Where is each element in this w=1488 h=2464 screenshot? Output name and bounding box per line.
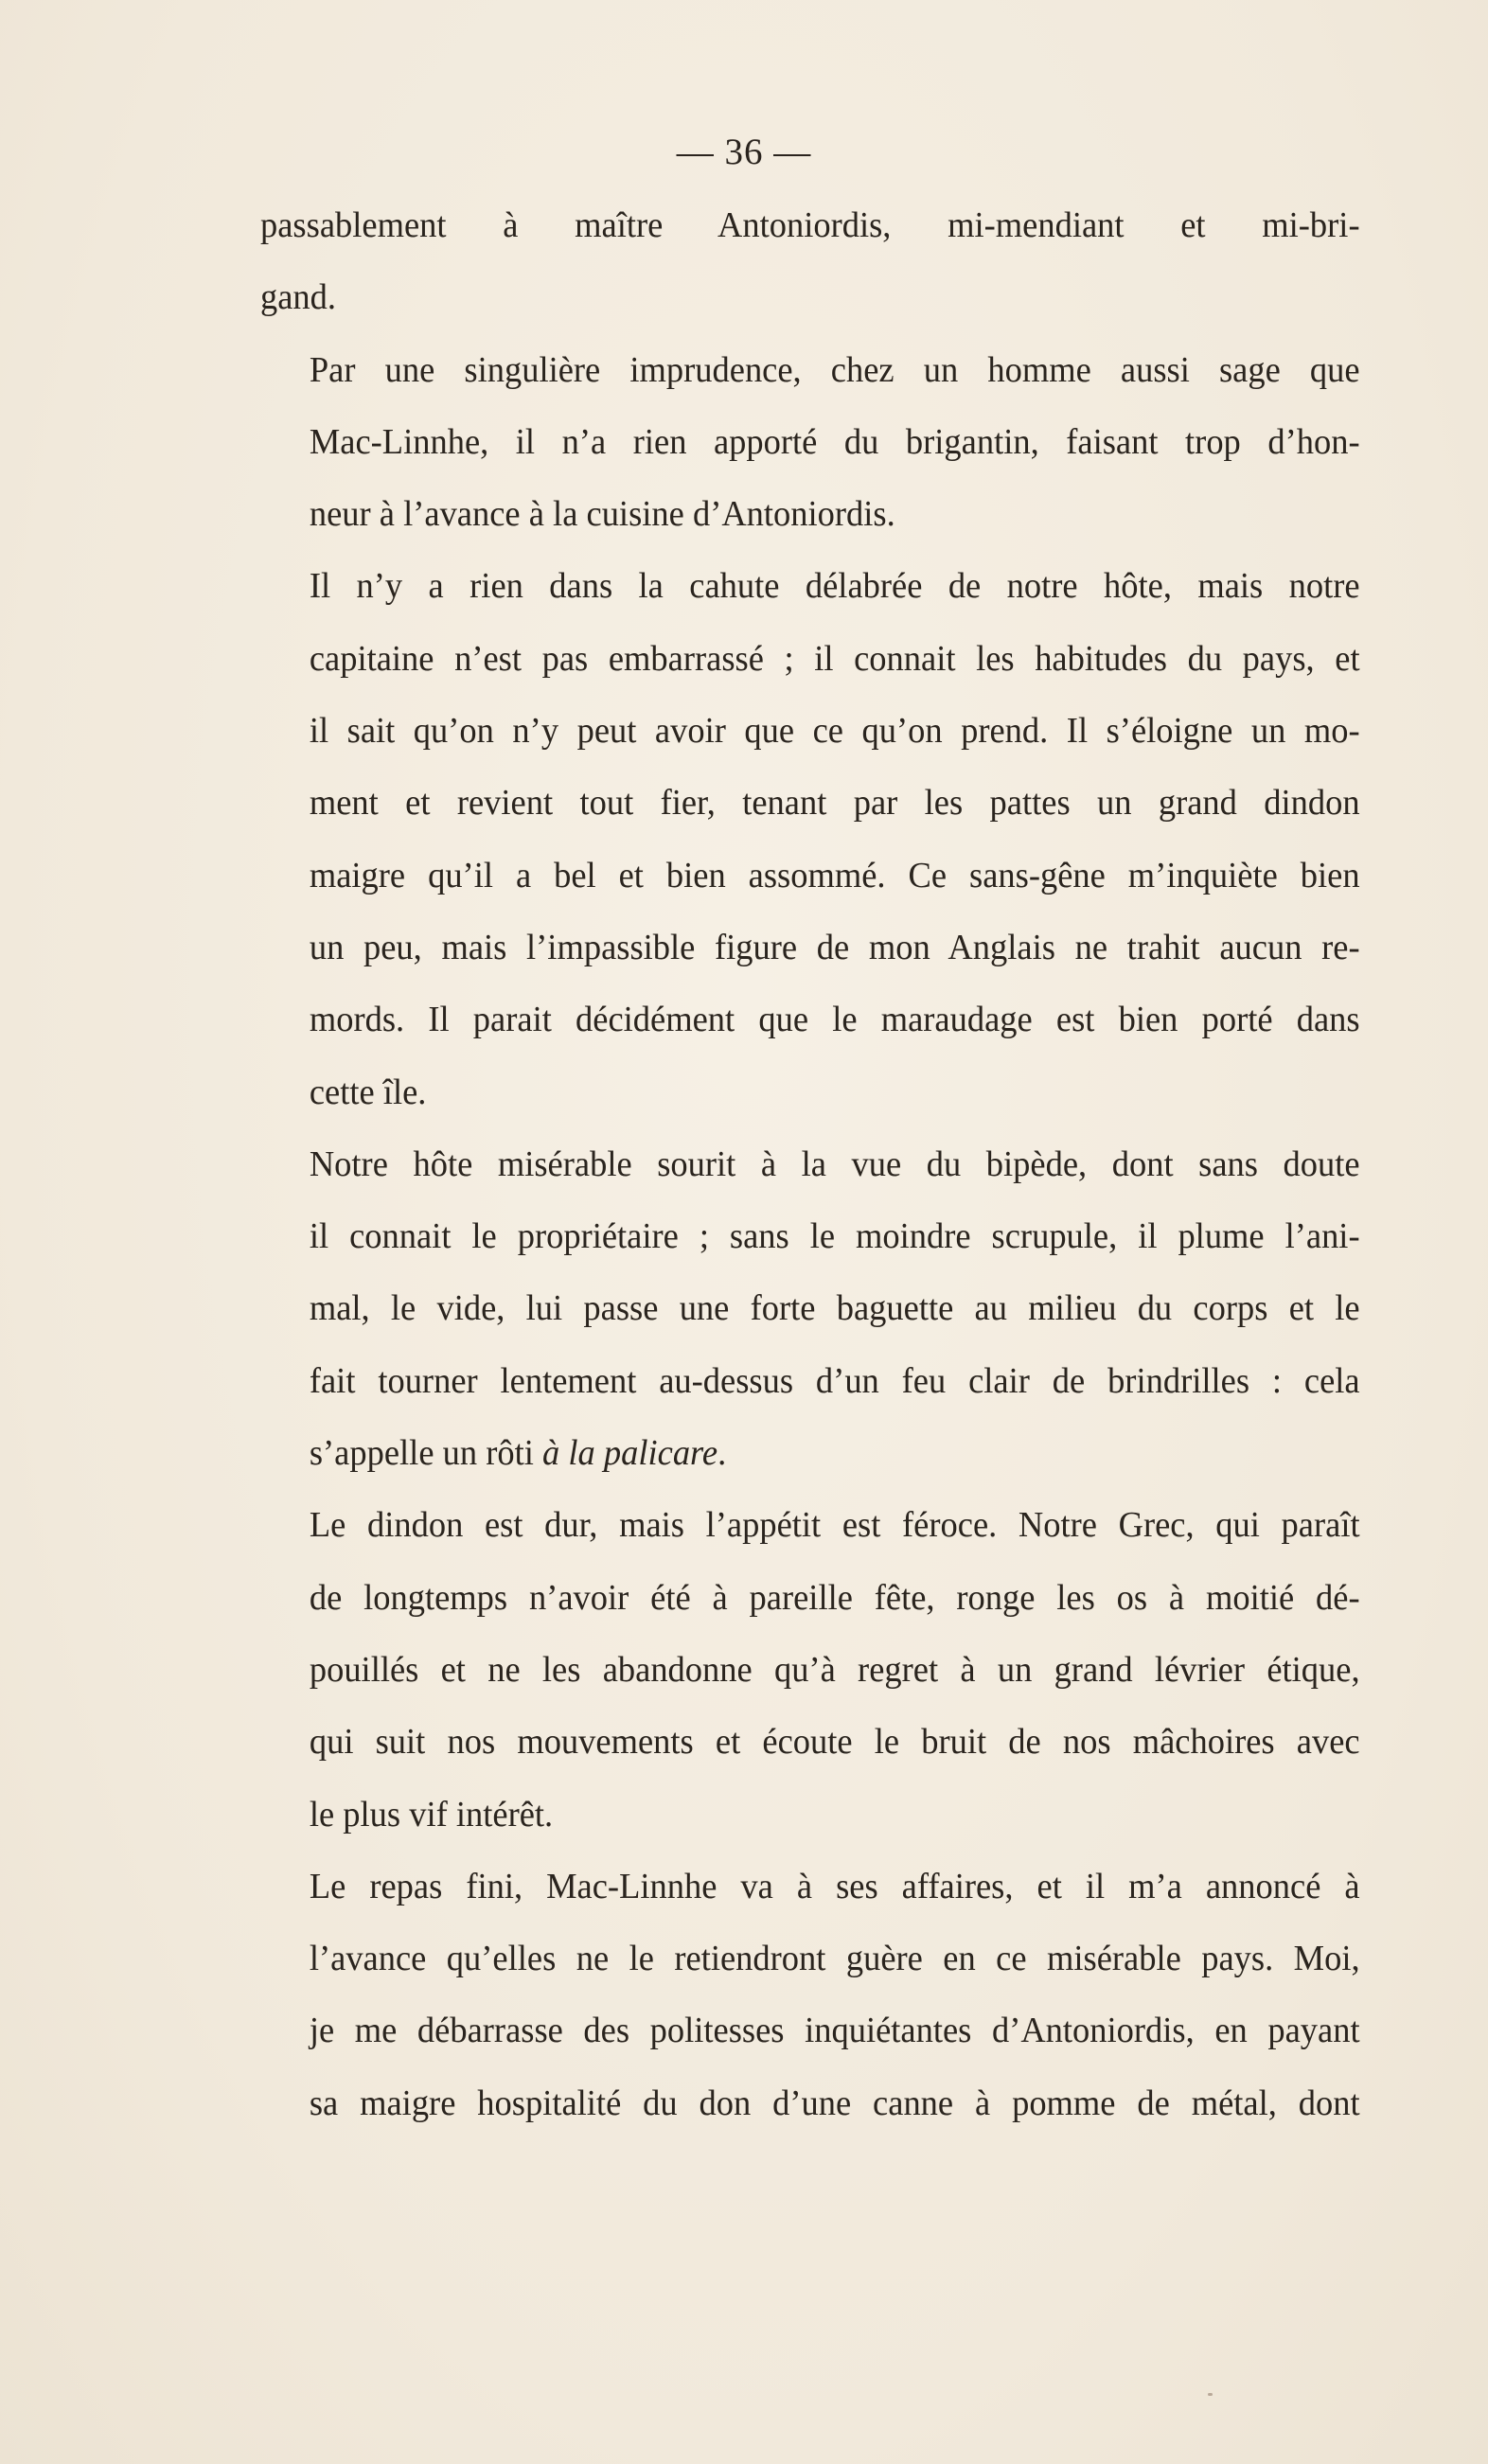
text-line: de longtemps n’avoir été à pareille fête, ronge les os à moitié dé- xyxy=(309,1577,1360,1618)
paragraph-4 xyxy=(260,1128,1360,1489)
text-line xyxy=(260,1417,1360,1489)
text-line: Par une singulière imprudence, chez un homme aussi sage que xyxy=(309,349,1360,390)
paragraph-6 xyxy=(260,1851,1360,2139)
text-line: l’avance qu’elles ne le retiendront guère en ce misérable pays. Moi, xyxy=(309,1939,1360,1979)
text-line: Le dindon est dur, mais l’appétit est féroce. Notre Grec, qui paraît xyxy=(309,1505,1360,1546)
paragraph-1 xyxy=(260,189,1360,334)
page-number: — 36 — xyxy=(676,132,812,172)
text-line: fait tourner lentement au-dessus d’un feu clair de brindrilles : cela xyxy=(309,1360,1360,1401)
text-line: Mac-Linnhe, il n’a rien apporté du brigantin, faisant trop d’hon- xyxy=(309,421,1360,462)
text-line: capitaine n’est pas embarrassé ; il connait les habitudes du pays, et xyxy=(309,638,1360,679)
paragraph-5 xyxy=(260,1489,1360,1850)
text-line: maigre qu’il a bel et bien assommé. Ce sans-gêne m’inquiète bien xyxy=(309,855,1360,895)
text-line: mal, le vide, lui passe une forte baguette au milieu du corps et le xyxy=(309,1288,1360,1329)
text-line: il connait le propriétaire ; sans le moindre scrupule, il plume l’ani- xyxy=(309,1216,1360,1257)
text-line: gand. xyxy=(260,277,337,318)
text-line: mords. Il parait décidément que le maraudage est bien porté dans xyxy=(309,1000,1360,1040)
text-body xyxy=(260,189,1360,2139)
text-segment: . xyxy=(717,1433,727,1474)
text-line: le plus vif intérêt. xyxy=(309,1794,554,1835)
text-line: passablement à maître Antoniordis, mi-mendiant et mi-bri- xyxy=(260,205,1360,245)
text-line: cette île. xyxy=(309,1072,427,1112)
text-line: ment et revient tout fier, tenant par les pattes un grand dindon xyxy=(309,783,1360,824)
text-line: qui suit nos mouvements et écoute le bruit de nos mâchoires avec xyxy=(309,1722,1360,1763)
paragraph-3 xyxy=(260,550,1360,1127)
text-line: Il n’y a rien dans la cahute délabrée de notre hôte, mais notre xyxy=(309,566,1360,607)
italic-phrase: à la palicare xyxy=(542,1433,718,1474)
text-line: sa maigre hospitalité du don d’une canne à pomme de métal, dont xyxy=(309,2083,1360,2123)
paper-speck xyxy=(1208,2393,1213,2396)
text-line: Le repas fini, Mac-Linnhe va à ses affaires, et il m’a annoncé à xyxy=(309,1866,1360,1906)
text-line: neur à l’avance à la cuisine d’Antoniordis. xyxy=(309,494,895,535)
paragraph-2 xyxy=(260,334,1360,551)
text-segment: s’appelle un rôti xyxy=(309,1433,543,1474)
text-line: pouillés et ne les abandonne qu’à regret à un grand lévrier étique, xyxy=(309,1649,1360,1690)
text-line: Notre hôte misérable sourit à la vue du bipède, dont sans doute xyxy=(309,1143,1360,1184)
text-line: il sait qu’on n’y peut avoir que ce qu’on prend. Il s’éloigne un mo- xyxy=(309,711,1360,752)
text-line: je me débarrasse des politesses inquiétantes d’Antoniordis, en payant xyxy=(309,2011,1360,2051)
text-line: un peu, mais l’impassible figure de mon Anglais ne trahit aucun re- xyxy=(309,927,1360,967)
